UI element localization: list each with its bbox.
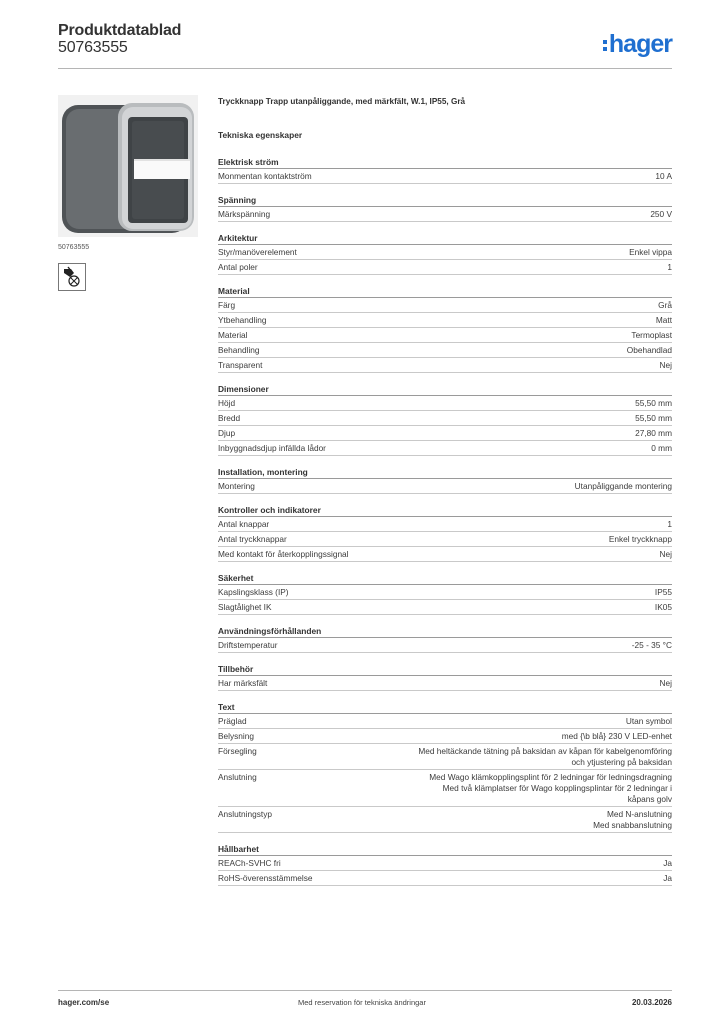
header-divider <box>58 68 672 69</box>
spec-label: Anslutning <box>218 772 257 782</box>
spec-label: Höjd <box>218 398 236 408</box>
spec-row <box>218 343 672 358</box>
spec-value: Utan symbol <box>625 716 672 726</box>
spec-row <box>218 441 672 456</box>
spec-value: Enkel vippa <box>629 247 672 257</box>
push-button-symbol-icon <box>58 263 86 291</box>
product-number: 50763555 <box>58 39 128 56</box>
product-description: Tryckknapp Trapp utanpåliggande, med märkfält, W.1, IP55, Grå <box>218 97 466 106</box>
spec-row <box>218 807 672 833</box>
spec-value: 55,50 mm <box>635 398 672 408</box>
spec-row <box>218 744 672 770</box>
spec-label: Material <box>218 330 248 340</box>
spec-label: Driftstemperatur <box>218 640 278 650</box>
spec-label: Kapslingsklass (IP) <box>218 587 289 597</box>
spec-row <box>218 358 672 373</box>
spec-groups <box>218 156 672 886</box>
spec-row <box>218 532 672 547</box>
spec-value: 55,50 mm <box>635 413 672 423</box>
spec-row <box>218 517 672 532</box>
spec-group-title: Arkitektur <box>218 232 672 245</box>
spec-row <box>218 770 672 807</box>
spec-row <box>218 600 672 615</box>
spec-label: Behandling <box>218 345 260 355</box>
spec-label: Ytbehandling <box>218 315 267 325</box>
spec-value: med {\b blå} 230 V LED-enhet <box>561 731 672 741</box>
spec-label: Antal knappar <box>218 519 270 529</box>
spec-group <box>218 625 672 653</box>
spec-row <box>218 396 672 411</box>
spec-group-title: Text <box>218 701 672 714</box>
spec-label: Präglad <box>218 716 247 726</box>
spec-row <box>218 298 672 313</box>
spec-label: Belysning <box>218 731 254 741</box>
spec-group-title: Material <box>218 285 672 298</box>
spec-group-title: Säkerhet <box>218 572 672 585</box>
spec-label: Färg <box>218 300 236 310</box>
product-image <box>58 95 198 237</box>
spec-value: Med heltäckande tätning på baksidan av kåpan för kabelgenomföring och ytjustering på baksidan <box>418 746 672 767</box>
spec-value: Med N-anslutning Med snabbanslutning <box>593 809 672 830</box>
spec-group-title: Användningsförhållanden <box>218 625 672 638</box>
spec-row <box>218 313 672 328</box>
spec-value: Ja <box>663 873 672 883</box>
spec-label: Styr/manöverelement <box>218 247 297 257</box>
spec-value: 1 <box>667 262 672 272</box>
spec-row <box>218 411 672 426</box>
image-caption: 50763555 <box>58 244 90 251</box>
spec-value: 27,80 mm <box>635 428 672 438</box>
spec-value: IK05 <box>654 602 672 612</box>
spec-value: Nej <box>659 678 672 688</box>
spec-row <box>218 638 672 653</box>
spec-row <box>218 426 672 441</box>
spec-label: Anslutningstyp <box>218 809 272 819</box>
spec-label: Monmentan kontaktström <box>218 171 312 181</box>
page-header <box>58 22 672 70</box>
spec-row <box>218 260 672 275</box>
hager-logo <box>603 30 672 58</box>
spec-value: Enkel tryckknapp <box>608 534 672 544</box>
spec-group-title: Hållbarhet <box>218 843 672 856</box>
spec-group-title: Tillbehör <box>218 663 672 676</box>
spec-label: Transparent <box>218 360 263 370</box>
spec-value: Ja <box>663 858 672 868</box>
spec-group-title: Installation, montering <box>218 466 672 479</box>
spec-label: Försegling <box>218 746 257 756</box>
spec-value: 250 V <box>650 209 672 219</box>
spec-label: Antal poler <box>218 262 258 272</box>
spec-value: 10 A <box>655 171 672 181</box>
spec-group <box>218 663 672 691</box>
footer-disclaimer: Med reservation för tekniska ändringar <box>298 998 426 1007</box>
spec-label: RoHS-överensstämmelse <box>218 873 313 883</box>
footer-date: 20.03.2026 <box>631 998 672 1007</box>
spec-value: IP55 <box>654 587 672 597</box>
spec-value: Nej <box>659 360 672 370</box>
spec-row <box>218 676 672 691</box>
spec-label: Märkspänning <box>218 209 271 219</box>
spec-label: Slagtålighet IK <box>218 602 272 612</box>
spec-row <box>218 245 672 260</box>
spec-row <box>218 856 672 871</box>
spec-row <box>218 547 672 562</box>
spec-group <box>218 232 672 275</box>
spec-label: Inbyggnadsdjup infällda lådor <box>218 443 326 453</box>
spec-group-title: Elektrisk ström <box>218 156 672 169</box>
spec-row <box>218 207 672 222</box>
spec-value: Nej <box>659 549 672 559</box>
spec-label: Har märksfält <box>218 678 268 688</box>
spec-value: Grå <box>658 300 672 310</box>
spec-group <box>218 194 672 222</box>
spec-group <box>218 285 672 373</box>
spec-value: Obehandlad <box>626 345 672 355</box>
spec-row <box>218 585 672 600</box>
spec-label: Bredd <box>218 413 241 423</box>
spec-value: -25 - 35 °C <box>631 640 672 650</box>
spec-value: Utanpåliggande montering <box>574 481 672 491</box>
spec-row <box>218 169 672 184</box>
spec-value: 1 <box>667 519 672 529</box>
spec-group <box>218 156 672 184</box>
spec-group <box>218 701 672 833</box>
spec-group-title: Kontroller och indikatorer <box>218 504 672 517</box>
spec-label: Montering <box>218 481 255 491</box>
spec-label: Djup <box>218 428 236 438</box>
spec-row <box>218 714 672 729</box>
logo-dots-icon <box>603 40 607 51</box>
spec-group <box>218 383 672 456</box>
spec-row <box>218 729 672 744</box>
spec-value: Termoplast <box>631 330 672 340</box>
spec-label: REACh-SVHC fri <box>218 858 281 868</box>
spec-group-title: Dimensioner <box>218 383 672 396</box>
spec-group <box>218 843 672 886</box>
spec-group <box>218 572 672 615</box>
spec-value: Med Wago klämkopplingsplint för 2 ledningar för ledningsdragning Med två klämplatser för Wago kopplingsplintar för 2 ledningar i kåpans golv <box>429 772 672 804</box>
spec-value: 0 mm <box>651 443 672 453</box>
spec-row <box>218 328 672 343</box>
spec-value: Matt <box>655 315 672 325</box>
logo-text: hager <box>608 29 672 58</box>
spec-group-title: Spänning <box>218 194 672 207</box>
technical-specs <box>218 96 672 886</box>
spec-group <box>218 504 672 562</box>
footer-website: hager.com/se <box>58 998 110 1007</box>
section-title: Tekniska egenskaper <box>218 130 303 140</box>
spec-group <box>218 466 672 494</box>
spec-row <box>218 871 672 886</box>
spec-label: Antal tryckknappar <box>218 534 287 544</box>
footer-divider <box>58 990 672 991</box>
spec-row <box>218 479 672 494</box>
document-title: Produktdatablad <box>58 22 182 39</box>
spec-label: Med kontakt för återkopplingssignal <box>218 549 349 559</box>
